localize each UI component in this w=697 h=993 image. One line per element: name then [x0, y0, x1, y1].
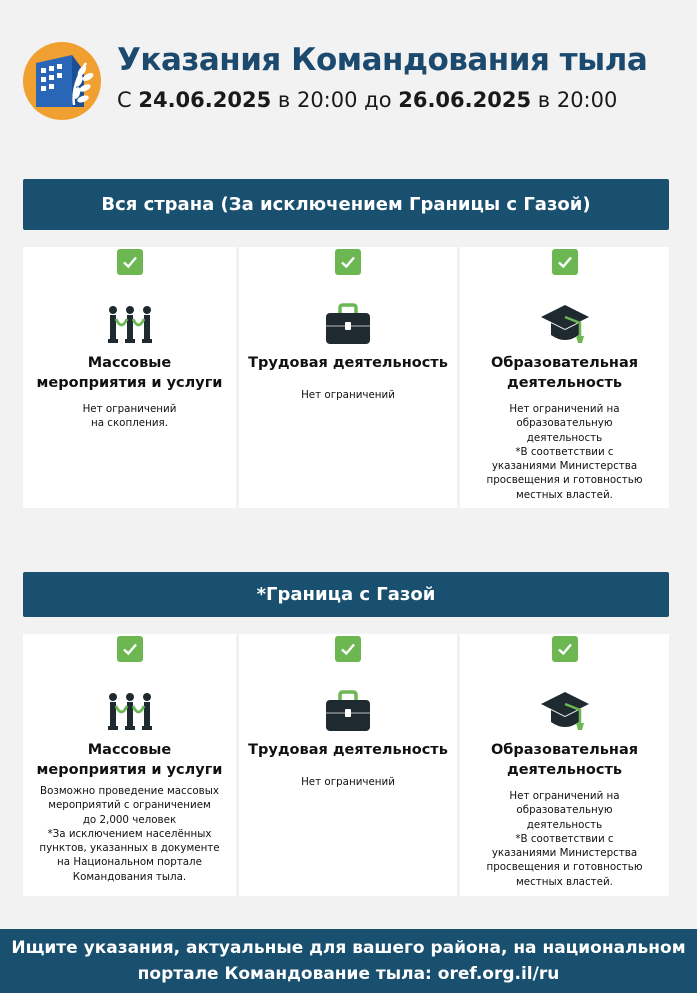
desc-line: указаниями Министерства [491, 460, 638, 473]
card-heading: Образовательная деятельность [490, 355, 639, 391]
desc-line: Нет ограничений на [509, 790, 620, 802]
card-heading: Трудовая деятельность [248, 742, 448, 758]
desc-line: Нет ограничений [82, 403, 177, 415]
desc-line: *За исключением населённых [47, 827, 212, 840]
desc-line: до 2,000 человек [82, 813, 177, 826]
briefcase-icon [325, 299, 371, 345]
check-icon [552, 249, 578, 275]
desc-line: Нет ограничений на [509, 403, 620, 415]
card-description [301, 775, 395, 789]
home-front-command-logo-icon [22, 41, 102, 121]
footer-line-1: Ищите указания, актуальные для вашего района, на национальном [11, 938, 686, 958]
desc-line: Нет ограничений [301, 389, 395, 401]
footer-banner [0, 929, 697, 993]
card-heading: Массовые мероприятия и услуги [36, 742, 223, 778]
card-heading: Трудовая деятельность [248, 355, 448, 371]
check-icon [117, 636, 143, 662]
card-heading: Массовые мероприятия и услуги [36, 355, 223, 391]
card-labor [239, 634, 457, 896]
date-separator: до [364, 88, 392, 112]
desc-line: просвещения и готовностью [486, 474, 643, 487]
graduation-cap-icon [540, 686, 590, 732]
check-icon [117, 249, 143, 275]
card-labor [239, 247, 457, 508]
card-education [460, 247, 669, 508]
desc-line: образовательную [516, 417, 613, 430]
desc-line: пунктов, указанных в документе [39, 842, 220, 855]
check-icon [335, 249, 361, 275]
check-icon [335, 636, 361, 662]
card-heading: Образовательная деятельность [490, 742, 639, 778]
card-description [83, 402, 177, 431]
check-icon [552, 636, 578, 662]
desc-line: деятельность [526, 818, 603, 831]
desc-line: деятельность [526, 431, 603, 444]
briefcase-icon [325, 686, 371, 732]
time-to: в 20:00 [537, 88, 618, 112]
time-from: в 20:00 [277, 88, 358, 112]
card-description [486, 402, 642, 502]
section-banner-country: Вся страна (За исключением Границы с Газой) [23, 179, 669, 230]
desc-line: на Национальном портале [57, 856, 202, 869]
card-description [39, 784, 219, 884]
card-description [301, 388, 395, 402]
date-from: 24.06.2025 [138, 88, 272, 112]
date-prefix: С [117, 88, 132, 112]
desc-line: указаниями Министерства [491, 847, 638, 860]
footer-line-2: портале Командование тыла: oref.org.il/ru [137, 964, 560, 984]
card-mass-events [23, 634, 236, 896]
graduation-cap-icon [540, 299, 590, 345]
desc-line: мероприятий с ограничением [48, 799, 211, 812]
section-panel-country [23, 247, 669, 508]
desc-line: образовательную [516, 804, 613, 817]
desc-line: *В соответствии с [515, 445, 614, 458]
desc-line: на скопления. [90, 417, 169, 430]
page-title: Указания Командования тыла [117, 42, 648, 78]
date-to: 26.06.2025 [398, 88, 532, 112]
desc-line: *В соответствии с [515, 832, 614, 845]
desc-line: местных властей. [516, 488, 613, 501]
validity-period [117, 88, 617, 112]
section-panel-gaza-border [23, 634, 669, 896]
desc-line: Командования тыла. [72, 870, 187, 883]
card-mass-events [23, 247, 236, 508]
card-education [460, 634, 669, 896]
card-description [486, 789, 642, 889]
desc-line: местных властей. [516, 875, 613, 888]
people-gathering-icon [107, 299, 153, 345]
desc-line: Возможно проведение массовых [40, 785, 219, 797]
desc-line: просвещения и готовностью [486, 861, 643, 874]
people-gathering-icon [107, 686, 153, 732]
desc-line: Нет ограничений [301, 776, 395, 788]
section-banner-gaza-border: *Граница с Газой [23, 572, 669, 617]
